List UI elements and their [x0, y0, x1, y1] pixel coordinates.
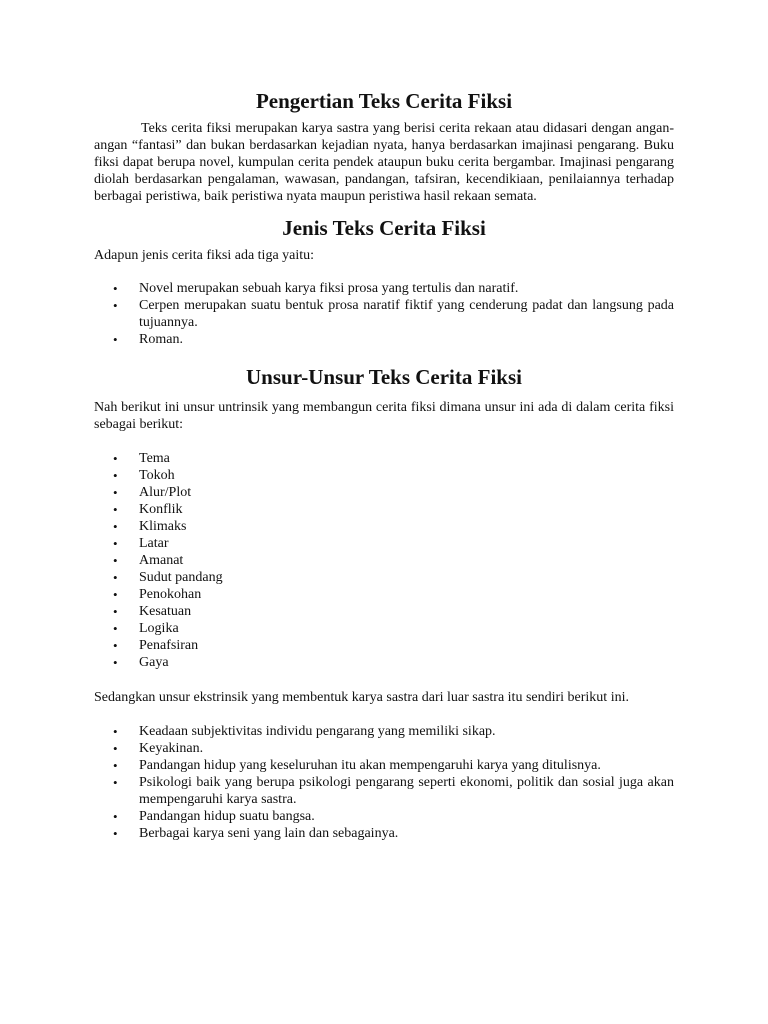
section-title-unsur: Unsur-Unsur Teks Cerita Fiksi [246, 365, 522, 389]
list-item: • Gaya [94, 654, 674, 671]
list-item: • Penafsiran [94, 637, 674, 654]
list-item: • Novel merupakan sebuah karya fiksi prosa yang tertulis dan naratif. [94, 280, 674, 297]
section-title-pengertian: Pengertian Teks Cerita Fiksi [255, 89, 513, 113]
types-intro-text: Adapun jenis cerita fiksi ada tiga yaitu: [94, 248, 315, 263]
intrinsic-intro-text: Nah berikut ini unsur untrinsik yang membangun cerita fiksi dimana unsur ini ada di dalam cerita fiksi sebagai berikut: [94, 400, 674, 432]
list-item: • Tokoh [94, 467, 674, 484]
types-list [94, 280, 674, 348]
list-item: • Cerpen merupakan suatu bentuk prosa naratif fiktif yang cenderung padat dan langsung pada tujuannya. [94, 297, 674, 331]
list-item: • Latar [94, 535, 674, 552]
list-item: • Konflik [94, 501, 674, 518]
list-item: • Tema [94, 450, 674, 467]
list-item: • Sudut pandang [94, 569, 674, 586]
extrinsic-intro-text: Sedangkan unsur ekstrinsik yang membentuk karya sastra dari luar sastra itu sendiri berikut ini. [94, 690, 629, 705]
definition-paragraph: Teks cerita fiksi merupakan karya sastra yang berisi cerita rekaan atau didasari dengan angan-angan “fantasi” dan bukan berdasarkan kejadian nyata, hanya berdasarkan imajinasi pengarang. Buku fiksi dapat berupa novel, kumpulan cerita pendek ataupun buku cerita bergambar. Imajinasi pengarang diolah berdasarkan pengalaman, wawasan, pandangan, tafsiran, kecendikiaan, penilaiannya terhadap berbagai peristiwa, baik peristiwa nyata maupun peristiwa hasil rekaan semata. [94, 121, 674, 204]
list-item: • Alur/Plot [94, 484, 674, 501]
list-item: • Logika [94, 620, 674, 637]
list-item: • Pandangan hidup yang keseluruhan itu akan mempengaruhi karya yang ditulisnya. [94, 757, 674, 774]
list-item: • Kesatuan [94, 603, 674, 620]
document-page [94, 0, 674, 842]
list-item: • Keadaan subjektivitas individu pengarang yang memiliki sikap. [94, 723, 674, 740]
list-item: • Amanat [94, 552, 674, 569]
list-item: • Penokohan [94, 586, 674, 603]
section-title-jenis: Jenis Teks Cerita Fiksi [282, 216, 486, 240]
intrinsic-list [94, 450, 674, 671]
list-item: • Roman. [94, 331, 674, 348]
list-item: • Pandangan hidup suatu bangsa. [94, 808, 674, 825]
extrinsic-list [94, 723, 674, 842]
list-item: • Klimaks [94, 518, 674, 535]
list-item: • Psikologi baik yang berupa psikologi pengarang seperti ekonomi, politik dan sosial juga akan mempengaruhi karya sastra. [94, 774, 674, 808]
list-item: • Berbagai karya seni yang lain dan sebagainya. [94, 825, 674, 842]
list-item: • Keyakinan. [94, 740, 674, 757]
